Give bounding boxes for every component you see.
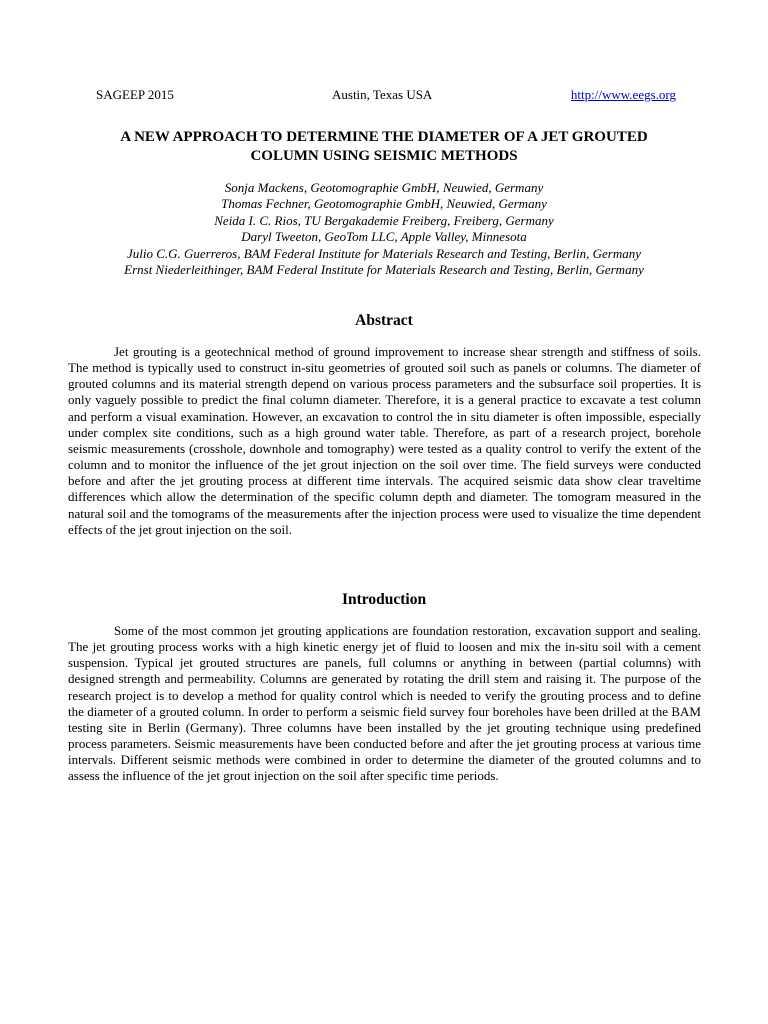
paper-title <box>60 128 708 166</box>
page-header <box>96 87 676 103</box>
introduction-heading: Introduction <box>341 591 427 608</box>
author-line: Julio C.G. Guerreros, BAM Federal Institute for Materials Research and Testing, Berlin, Germany <box>126 245 642 261</box>
author-list <box>40 180 728 278</box>
conference-name: SAGEEP 2015 <box>96 87 174 102</box>
title-line-2: COLUMN USING SEISMIC METHODS <box>250 148 518 164</box>
website-link[interactable]: http://www.eegs.org <box>570 87 676 102</box>
author-line: Thomas Fechner, Geotomographie GmbH, Neuwied, Germany <box>221 196 547 212</box>
author-line: Neida I. C. Rios, TU Bergakademie Freiberg, Freiberg, Germany <box>214 212 554 228</box>
abstract-paragraph: Jet grouting is a geotechnical method of ground improvement to increase shear strength and stiffness of soils. The method is typically used to construct in-situ geometries of grouted soil such as panels or columns. The diameter of grouted columns and its material strength depend on various process parameters and the subsurface soil properties. It is only vaguely possible to predict the final column diameter. Therefore, it is a general practice to excavate a test column and perform a visual examination. However, an excavation to control the in situ diameter is often impossible, especially under complex site conditions, such as a high ground water table. Therefore, as part of a research project, borehole seismic measurements (crosshole, downhole and tomography) were tested as a quality control to verify the extent of the column and to monitor the influence of the jet grout injection on the soil over time. The field surveys were conducted before and after the jet grouting process at different time intervals. The acquired seismic data show clear traveltime differences which allow the determination of the specific column depth and diameter. The tomogram measured in the natural soil and the tomograms of the measurements after the injection process were used to visualize the time dependent effects of the jet grout injection on the soil. <box>68 344 701 537</box>
author-line: Ernst Niederleithinger, BAM Federal Institute for Materials Research and Testing, Berlin, Germany <box>124 262 644 278</box>
conference-location: Austin, Texas USA <box>332 87 433 102</box>
author-line: Sonja Mackens, Geotomographie GmbH, Neuwied, Germany <box>224 180 544 195</box>
abstract-heading: Abstract <box>355 312 413 329</box>
title-line-1: A NEW APPROACH TO DETERMINE THE DIAMETER OF A JET GROUTED <box>120 129 648 145</box>
introduction-paragraph: Some of the most common jet grouting applications are foundation restoration, excavation support and sealing. The jet grouting process works with a high kinetic energy jet of fluid to loosen and mix the in-situ soil with a cement suspension. Typical jet grouted structures are panels, full columns or anything in between (partial columns) with designed strength and permeability. Columns are generated by rotating the drill stem and raising it. The purpose of the research project is to develop a method for quality control which is needed to verify the grouting process and to define the diameter of a grouted column. In order to perform a seismic field survey four boreholes have been drilled at the BAM testing site in Berlin (Germany). Three columns have been installed by the jet grouting technique using predefined process parameters. Seismic measurements have been conducted before and after the jet grouting process at various time intervals. Different seismic methods were combined in order to determine the diameter of the grouted columns and to assess the influence of the jet grout injection on the soil after specific time periods. <box>68 623 701 784</box>
author-line: Daryl Tweeton, GeoTom LLC, Apple Valley, Minnesota <box>241 229 527 245</box>
